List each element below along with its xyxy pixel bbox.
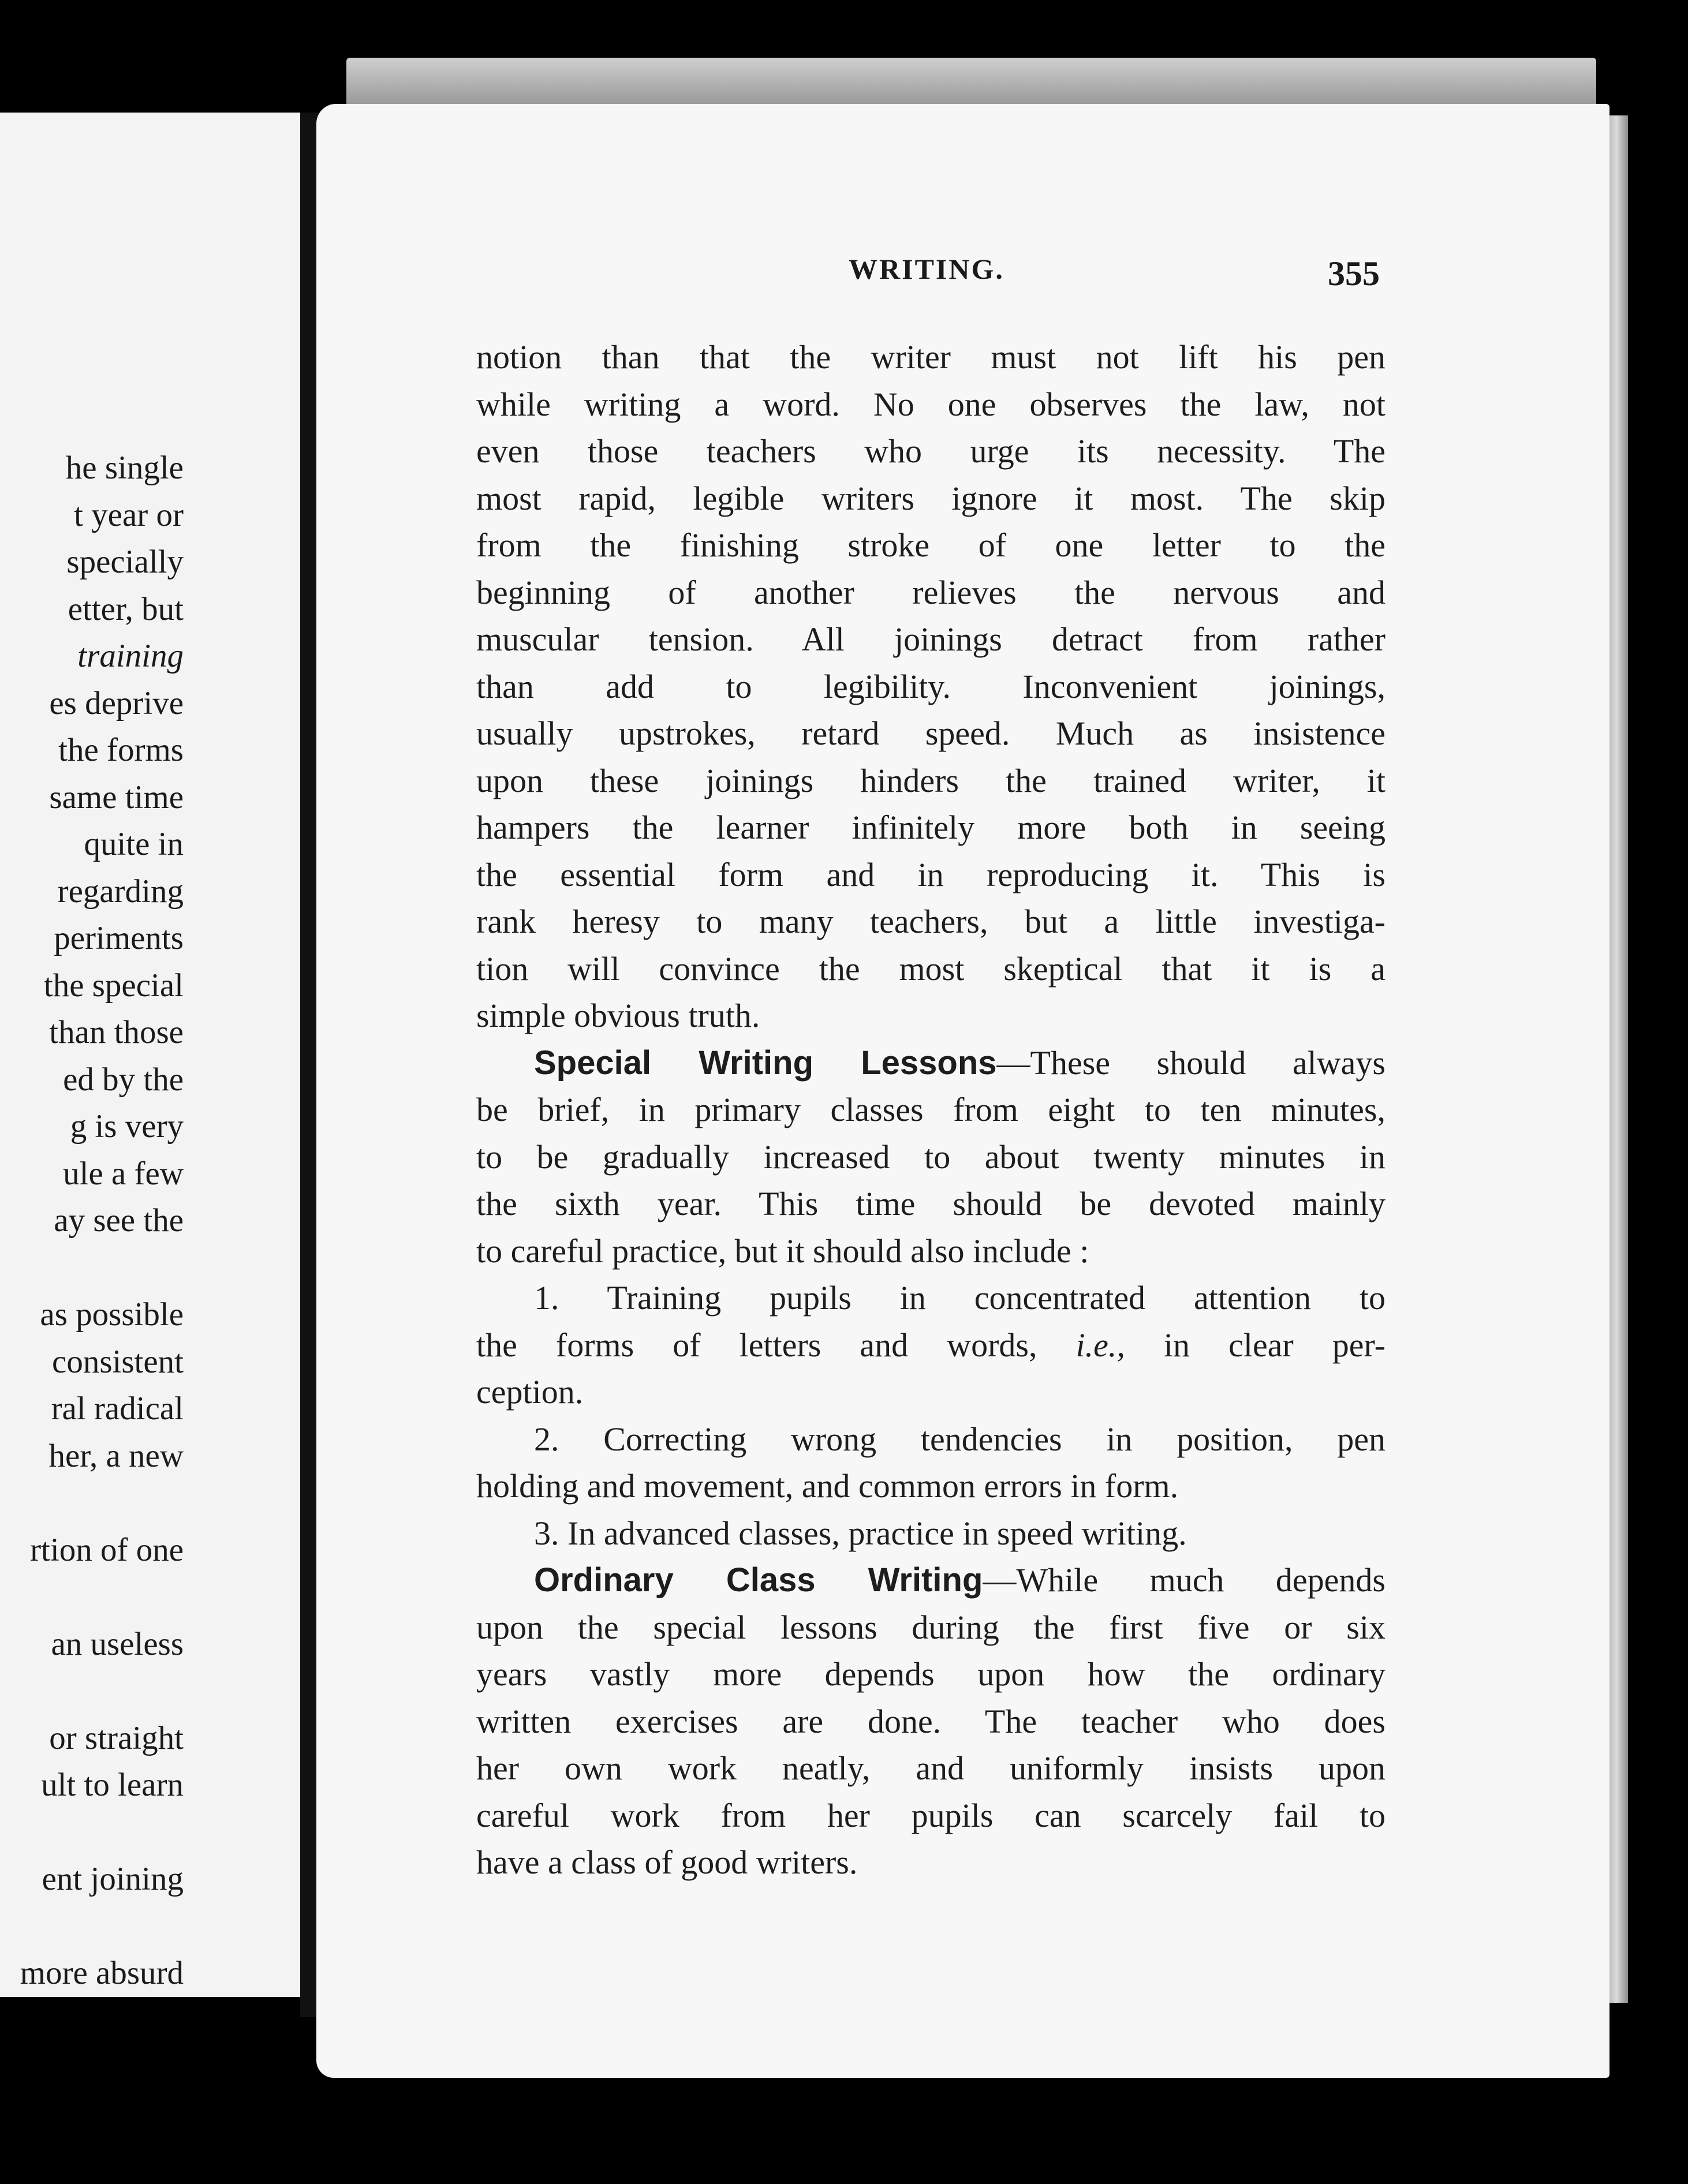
left-page-fragment: rtion of one	[30, 1531, 184, 1568]
special-lessons-line: the sixth year. This time should be devoted mainly	[476, 1185, 1385, 1222]
left-page-fragment: ay see the	[54, 1202, 184, 1239]
list-item-2-line-1: 2. Correcting wrong tendencies in position, pen	[534, 1420, 1385, 1458]
left-page-text-fragments	[0, 444, 184, 1997]
left-page-fragment	[0, 1479, 184, 1527]
notion-paragraph-line: rank heresy to many teachers, but a little investiga-	[476, 903, 1385, 940]
left-page-fragment: he single	[65, 450, 184, 486]
left-page-fragment: an useless	[51, 1625, 184, 1662]
left-page-fragment: ule a few	[63, 1155, 184, 1192]
left-page-fragment: ral radical	[51, 1390, 184, 1427]
left-page-fragment: ult to learn	[41, 1767, 184, 1803]
ordinary-writing-line: years vastly more depends upon how the ordinary	[476, 1655, 1385, 1693]
ordinary-writing-first-line	[476, 1557, 1385, 1604]
notion-paragraph-line: simple obvious truth.	[476, 997, 760, 1034]
left-page-fragment: specially	[66, 544, 184, 580]
notion-paragraph-line: tion will convince the most skeptical that it is a	[476, 949, 1385, 988]
list-item-1-line-2-b: in clear per-	[1125, 1326, 1386, 1364]
list-item-1-line-1: 1. Training pupils in concentrated attention to	[534, 1279, 1385, 1317]
left-page-fragment: more absurd	[20, 1955, 184, 1991]
special-lessons-line: to be gradually increased to about twenty minutes in	[476, 1138, 1385, 1176]
ordinary-writing-line: careful work from her pupils can scarcely fail to	[476, 1796, 1385, 1834]
heading-ordinary-class-writing: Ordinary Class Writing	[534, 1561, 983, 1599]
ordinary-writing-line: have a class of good writers.	[476, 1843, 858, 1881]
running-head: WRITING.	[849, 253, 1004, 285]
notion-paragraph-line: than add to legibility. Inconvenient joinings,	[476, 667, 1385, 705]
left-page-fragment: ent joining	[42, 1861, 184, 1897]
left-page-fragment	[0, 1244, 184, 1292]
left-page-fragment: t year or	[74, 496, 184, 533]
notion-paragraph-line: upon these joinings hinders the trained writer, it	[476, 761, 1385, 799]
list-item-2-line-2: holding and movement, and common errors in form.	[476, 1467, 1179, 1505]
left-page-fragment: same time	[49, 779, 184, 816]
paragraph-notion	[476, 334, 1385, 1039]
notion-paragraph-line: while writing a word. No one observes the law, not	[476, 385, 1385, 423]
body-text	[476, 334, 1385, 1886]
left-page-fragment: consistent	[52, 1343, 184, 1380]
notion-paragraph-line: usually upstrokes, retard speed. Much as insistence	[476, 715, 1385, 752]
ordinary-writing-first-line-text: —While much depends	[983, 1561, 1385, 1599]
notion-paragraph-line: from the finishing stroke of one letter to the	[476, 526, 1385, 564]
left-page-fragment: regarding	[57, 873, 184, 910]
list-item-1-line-2-a: the forms of letters and words,	[476, 1326, 1076, 1364]
notion-paragraph-line: hampers the learner infinitely more both in seeing	[476, 809, 1385, 846]
left-page-fragment: her, a new	[48, 1437, 184, 1474]
left-page-fragment	[0, 1667, 184, 1715]
notion-paragraph-line: the essential form and in reproducing it. This is	[476, 855, 1385, 893]
left-page-fragment: ed by the	[63, 1061, 184, 1098]
notion-paragraph-line: even those teachers who urge its necessity. The	[476, 432, 1385, 470]
left-page-fragment: quite in	[84, 826, 184, 862]
heading-special-writing-lessons: Special Writing Lessons	[534, 1044, 997, 1082]
ordinary-writing-line: upon the special lessons during the first five or six	[476, 1608, 1385, 1646]
ordinary-writing-line: written exercises are done. The teacher who does	[476, 1702, 1385, 1740]
left-page-fragment: the forms	[58, 732, 184, 768]
left-page-fragment: or straight	[49, 1719, 184, 1756]
left-page-fragment: etter, but	[68, 590, 184, 627]
left-page-fragment	[0, 1573, 184, 1621]
special-lessons-line: be brief, in primary classes from eight to ten minutes,	[476, 1091, 1385, 1128]
page-edges-top	[346, 58, 1596, 104]
notion-paragraph-line: notion than that the writer must not lift his pen	[476, 338, 1385, 376]
notion-paragraph-line: muscular tension. All joinings detract from rather	[476, 620, 1385, 658]
left-page-fragment	[0, 1809, 184, 1856]
left-page-fragment: es deprive	[49, 685, 184, 721]
page-number: 355	[1328, 255, 1380, 293]
special-lessons-line: to careful practice, but it should also include :	[476, 1232, 1089, 1270]
left-page	[0, 113, 300, 1997]
ordinary-writing-line: her own work neatly, and uniformly insists upon	[476, 1749, 1385, 1787]
special-lessons-first-line	[476, 1039, 1385, 1087]
list-item-3-line-1: 3. In advanced classes, practice in speed writing.	[534, 1514, 1187, 1552]
left-page-fragment: as possible	[40, 1296, 184, 1333]
list-item-1-ie: i.e.,	[1075, 1326, 1125, 1364]
special-lessons-first-line-text: —These should always	[996, 1044, 1385, 1082]
left-page-fragment	[0, 1903, 184, 1950]
notion-paragraph-line: beginning of another relieves the nervous and	[476, 573, 1385, 611]
left-page-fragment: periments	[54, 920, 184, 956]
list-item-1-line-2	[476, 1322, 1385, 1369]
left-page-fragment: training	[77, 638, 184, 674]
notion-paragraph-line: most rapid, legible writers ignore it most. The skip	[476, 479, 1385, 517]
left-page-fragment: than those	[49, 1014, 184, 1050]
paragraph-special-lessons	[476, 1086, 1385, 1274]
list-item-1-line-3: ception.	[476, 1373, 584, 1411]
left-page-fragment: the special	[43, 967, 184, 1004]
left-page-fragment: g is very	[70, 1108, 184, 1145]
paragraph-ordinary-writing	[476, 1604, 1385, 1886]
